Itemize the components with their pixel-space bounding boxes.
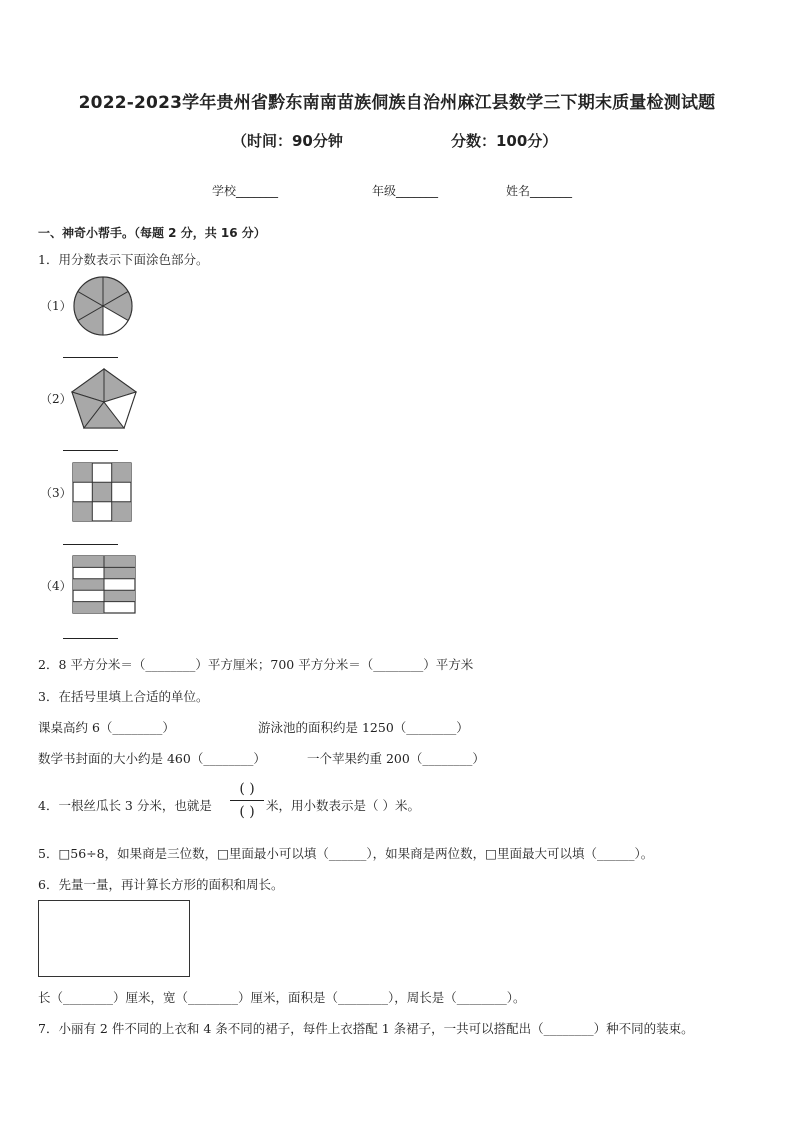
- shaded-stripes-figure: [72, 555, 136, 615]
- shaded-pentagon-figure: [70, 367, 138, 431]
- time-limit: （时间：90分钟: [232, 132, 343, 150]
- question-7: 7．小丽有 2 件不同的上衣和 4 条不同的裙子，每件上衣搭配 1 条裙子，一共可以搭配出（________）种不同的装束。: [38, 1021, 694, 1036]
- q1-label-4: （4）: [40, 579, 72, 593]
- shaded-grid-figure: [72, 462, 132, 522]
- question-6-answer: 长（________）厘米，宽（________）厘米，面积是（________），周长是（________）。: [38, 990, 526, 1005]
- q1-label-2: （2）: [40, 392, 72, 406]
- page-title: 2022-2023学年贵州省黔东南南苗族侗族自治州麻江县数学三下期末质量检测试题: [78, 93, 716, 113]
- question-5: 5．□56÷8，如果商是三位数，□里面最小可以填（______），如果商是两位数，□里面最大可以填（______）。: [38, 846, 654, 861]
- question-3: 3．在括号里填上合适的单位。: [38, 689, 209, 704]
- total-score: 分数：100分）: [451, 132, 558, 150]
- q1-label-3: （3）: [40, 486, 72, 500]
- name-field[interactable]: 姓名_______: [506, 184, 573, 198]
- fraction-numerator: ( ): [239, 781, 255, 797]
- q1-label-1: （1）: [40, 299, 72, 313]
- section-heading: 一、神奇小帮手。（每题 2 分，共 16 分）: [38, 226, 266, 240]
- grade-field[interactable]: 年级_______: [372, 184, 439, 198]
- measure-rectangle: [38, 900, 190, 977]
- question-3d: 一个苹果约重 200（________）: [307, 751, 485, 766]
- fraction-denominator: ( ): [239, 804, 255, 820]
- question-2: 2．8 平方分米＝（________）平方厘米；700 平方分米＝（________）平方米: [38, 657, 474, 672]
- answer-line-4[interactable]: [63, 638, 118, 639]
- question-3a: 课桌高约 6（________）: [38, 720, 175, 735]
- school-field[interactable]: 学校_______: [212, 184, 279, 198]
- fraction-bar: [230, 800, 264, 801]
- answer-line-2[interactable]: [63, 450, 118, 451]
- question-6: 6．先量一量，再计算长方形的面积和周长。: [38, 877, 284, 892]
- fraction-blank[interactable]: [230, 781, 264, 820]
- question-4-tail: 米，用小数表示是（ ）米。: [266, 798, 420, 813]
- answer-line-3[interactable]: [63, 544, 118, 545]
- question-4: 4．一根丝瓜长 3 分米，也就是: [38, 798, 212, 813]
- answer-line-1[interactable]: [63, 357, 118, 358]
- shaded-circle-figure: [72, 275, 134, 337]
- question-3b: 游泳池的面积约是 1250（________）: [258, 720, 469, 735]
- question-3c: 数学书封面的大小约是 460（________）: [38, 751, 266, 766]
- question-1: 1．用分数表示下面涂色部分。: [38, 252, 209, 267]
